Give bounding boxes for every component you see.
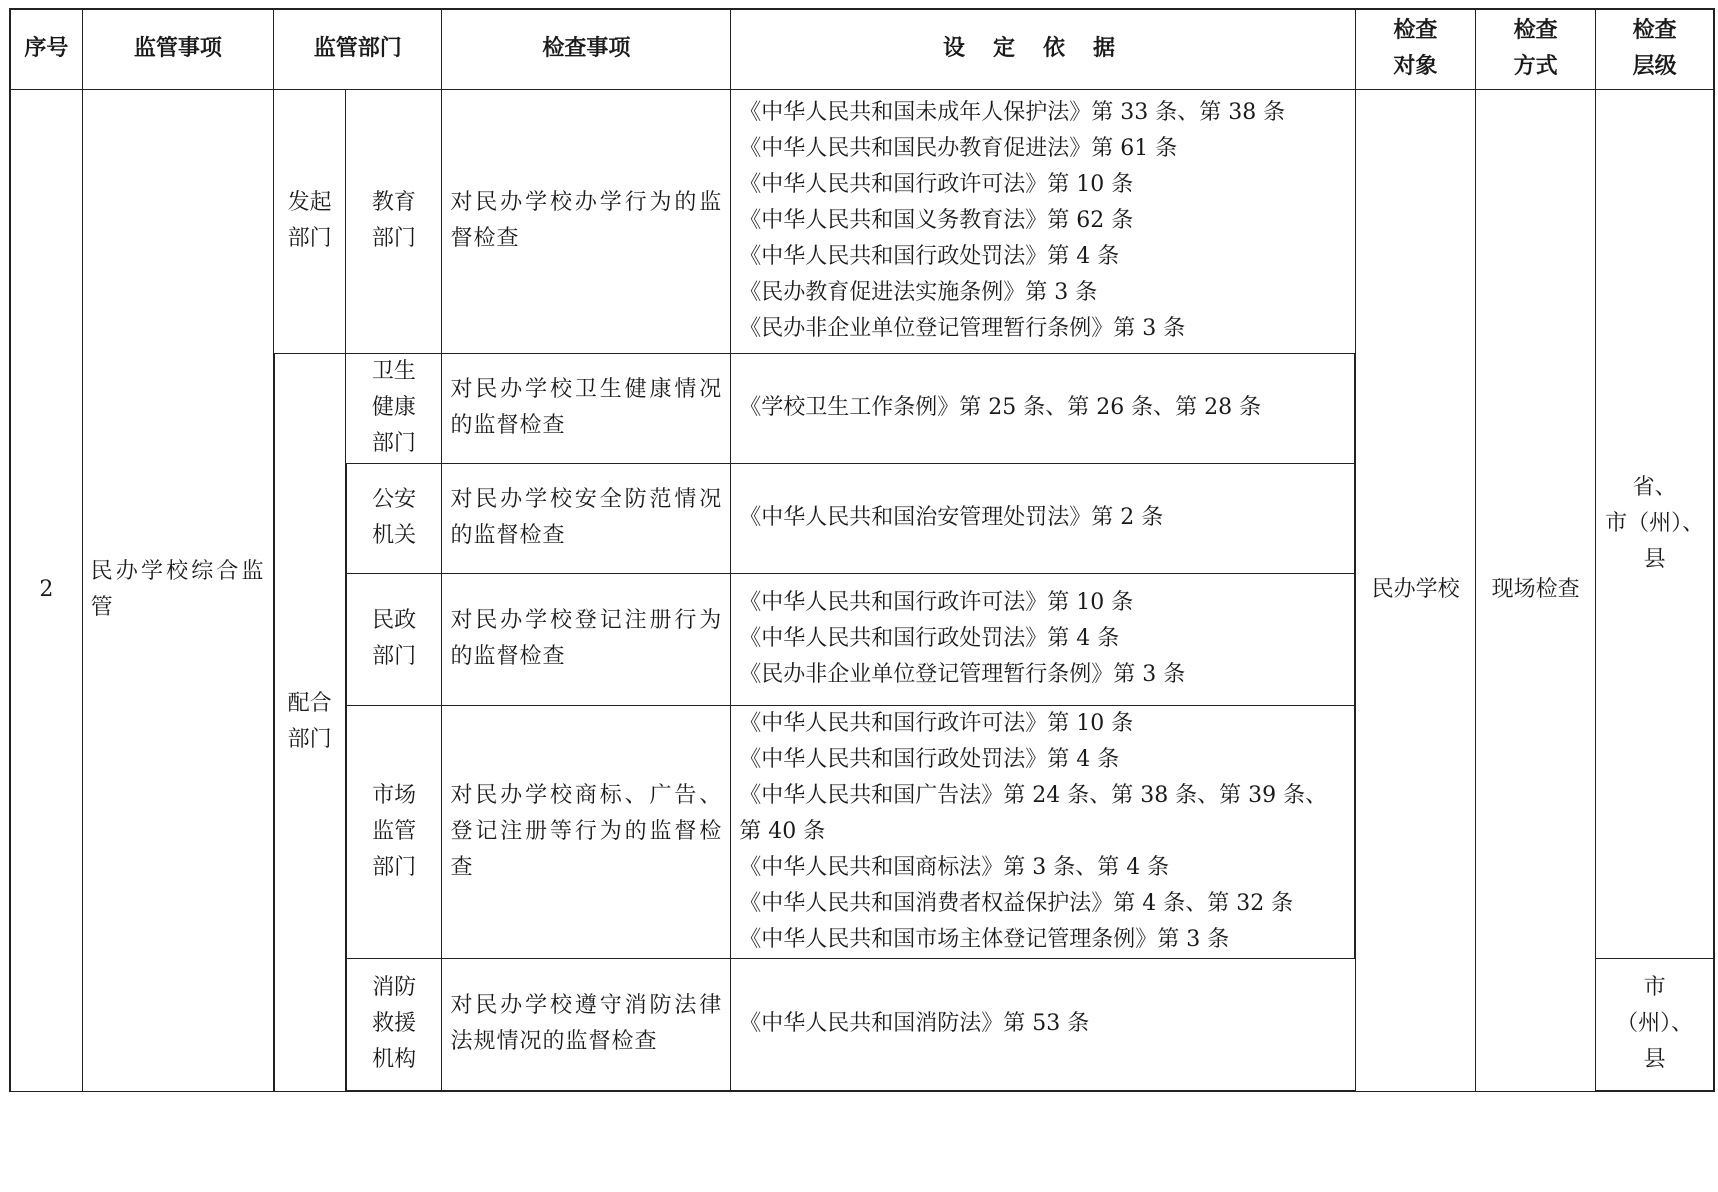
item-cell: 民办学校综合监管 [82, 89, 273, 1091]
header-item: 监管事项 [82, 9, 273, 89]
header-level-line2: 层级 [1632, 54, 1677, 80]
level-b-line3: 县 [1643, 1047, 1666, 1073]
check-item-cell: 对民办学校商标、广告、登记注册等行为的监督检查 [442, 705, 731, 958]
cooperate-label-line2: 部门 [287, 727, 332, 752]
dept-name-cell [346, 573, 442, 705]
header-seq: 序号 [10, 9, 82, 89]
dept-name-line: 救援 [372, 1011, 417, 1037]
basis-line: 《中华人民共和国民办教育促进法》第 61 条 [739, 136, 1178, 161]
initiator-label-line2: 部门 [287, 226, 332, 251]
header-method-line2: 方式 [1513, 54, 1558, 80]
table-row [10, 89, 1714, 353]
basis-line: 《中华人民共和国行政许可法》第 10 条 [739, 172, 1134, 197]
initiator-label-line1: 发起 [287, 190, 332, 215]
dept-name-line: 监管 [372, 818, 417, 844]
dept-name-line: 部门 [371, 226, 416, 251]
level-b-line2: （州）、 [1616, 1011, 1694, 1037]
regulation-table-wrapper [9, 8, 1715, 1092]
basis-cell [731, 573, 1356, 705]
dept-name-line: 卫生 [371, 359, 416, 384]
check-item-cell: 对民办学校遵守消防法律法规情况的监督检查 [442, 958, 731, 1091]
dept-name-line: 消防 [372, 975, 417, 1001]
dept-name-line: 健康 [371, 395, 416, 420]
basis-line: 《中华人民共和国消费者权益保护法》第 4 条、第 32 条 [739, 890, 1294, 916]
level-a-line1: 省、 [1632, 474, 1677, 500]
basis-cell [731, 705, 1356, 958]
dept-name-line: 市场 [372, 782, 417, 808]
basis-line: 《中华人民共和国行政处罚法》第 4 条 [739, 244, 1120, 269]
basis-line: 《中华人民共和国行政许可法》第 10 条 [739, 710, 1134, 736]
cooperate-label-line1: 配合 [287, 691, 332, 716]
header-level [1596, 9, 1714, 89]
header-level-line1: 检查 [1632, 18, 1677, 44]
basis-line: 《民办非企业单位登记管理暂行条例》第 3 条 [739, 662, 1186, 687]
basis-line: 《中华人民共和国广告法》第 24 条、第 38 条、第 39 条、第 40 条 [739, 782, 1328, 844]
dept-name-line: 部门 [371, 431, 416, 456]
dept-name-line: 民政 [372, 608, 417, 633]
header-row [10, 9, 1714, 89]
regulation-table [9, 8, 1715, 1092]
basis-line: 《中华人民共和国治安管理处罚法》第 2 条 [739, 505, 1164, 530]
dept-name-line: 公安 [372, 487, 417, 512]
basis-line: 《中华人民共和国市场主体登记管理条例》第 3 条 [739, 926, 1230, 952]
level-b-line1: 市 [1643, 975, 1666, 1001]
dept-name-line: 部门 [372, 644, 417, 669]
dept-name-cell [346, 958, 442, 1091]
header-target-line1: 检查 [1393, 18, 1438, 44]
basis-line: 《中华人民共和国行政处罚法》第 4 条 [739, 626, 1120, 651]
check-item-cell: 对民办学校卫生健康情况的监督检查 [442, 353, 731, 463]
cooperate-label [274, 353, 346, 1091]
dept-name-line: 教育 [371, 190, 416, 215]
level-a-line2: 市（州）、 [1605, 510, 1705, 536]
dept-name-line: 机关 [372, 523, 417, 548]
basis-line: 《学校卫生工作条例》第 25 条、第 26 条、第 28 条 [739, 395, 1262, 420]
header-check-item: 检查事项 [442, 9, 731, 89]
target-cell: 民办学校 [1355, 89, 1475, 1091]
basis-line: 《民办非企业单位登记管理暂行条例》第 3 条 [739, 316, 1186, 341]
header-basis [731, 9, 1356, 89]
basis-line: 《中华人民共和国行政处罚法》第 4 条 [739, 746, 1120, 772]
header-dept: 监管部门 [274, 9, 442, 89]
basis-cell [731, 89, 1356, 353]
header-target [1355, 9, 1475, 89]
basis-line: 《中华人民共和国商标法》第 3 条、第 4 条 [739, 854, 1170, 880]
level-a-line3: 县 [1643, 546, 1666, 572]
header-method-line1: 检查 [1513, 18, 1558, 44]
basis-line: 《民办教育促进法实施条例》第 3 条 [739, 280, 1098, 305]
check-item-cell: 对民办学校登记注册行为的监督检查 [442, 573, 731, 705]
header-basis-text: 设定依据 [942, 36, 1143, 62]
header-method [1476, 9, 1596, 89]
basis-cell [731, 353, 1356, 463]
initiator-label [274, 89, 346, 353]
basis-line: 《中华人民共和国消防法》第 53 条 [739, 1011, 1090, 1037]
dept-name-line: 机构 [372, 1047, 417, 1073]
basis-line: 《中华人民共和国义务教育法》第 62 条 [739, 208, 1134, 233]
check-item-cell: 对民办学校安全防范情况的监督检查 [442, 463, 731, 573]
basis-cell [731, 463, 1356, 573]
level-cell-b [1596, 958, 1714, 1091]
seq-cell: 2 [10, 89, 82, 1091]
dept-name-cell [346, 89, 442, 353]
dept-name-cell [346, 353, 442, 463]
basis-cell [731, 958, 1356, 1091]
basis-line: 《中华人民共和国行政许可法》第 10 条 [739, 590, 1134, 615]
level-cell-a [1596, 89, 1714, 958]
dept-name-cell [346, 463, 442, 573]
basis-line: 《中华人民共和国未成年人保护法》第 33 条、第 38 条 [739, 100, 1286, 125]
dept-name-cell [346, 705, 442, 958]
dept-name-line: 部门 [372, 854, 417, 880]
method-cell: 现场检查 [1476, 89, 1596, 1091]
header-target-line2: 对象 [1393, 54, 1438, 80]
check-item-cell: 对民办学校办学行为的监督检查 [442, 89, 731, 353]
